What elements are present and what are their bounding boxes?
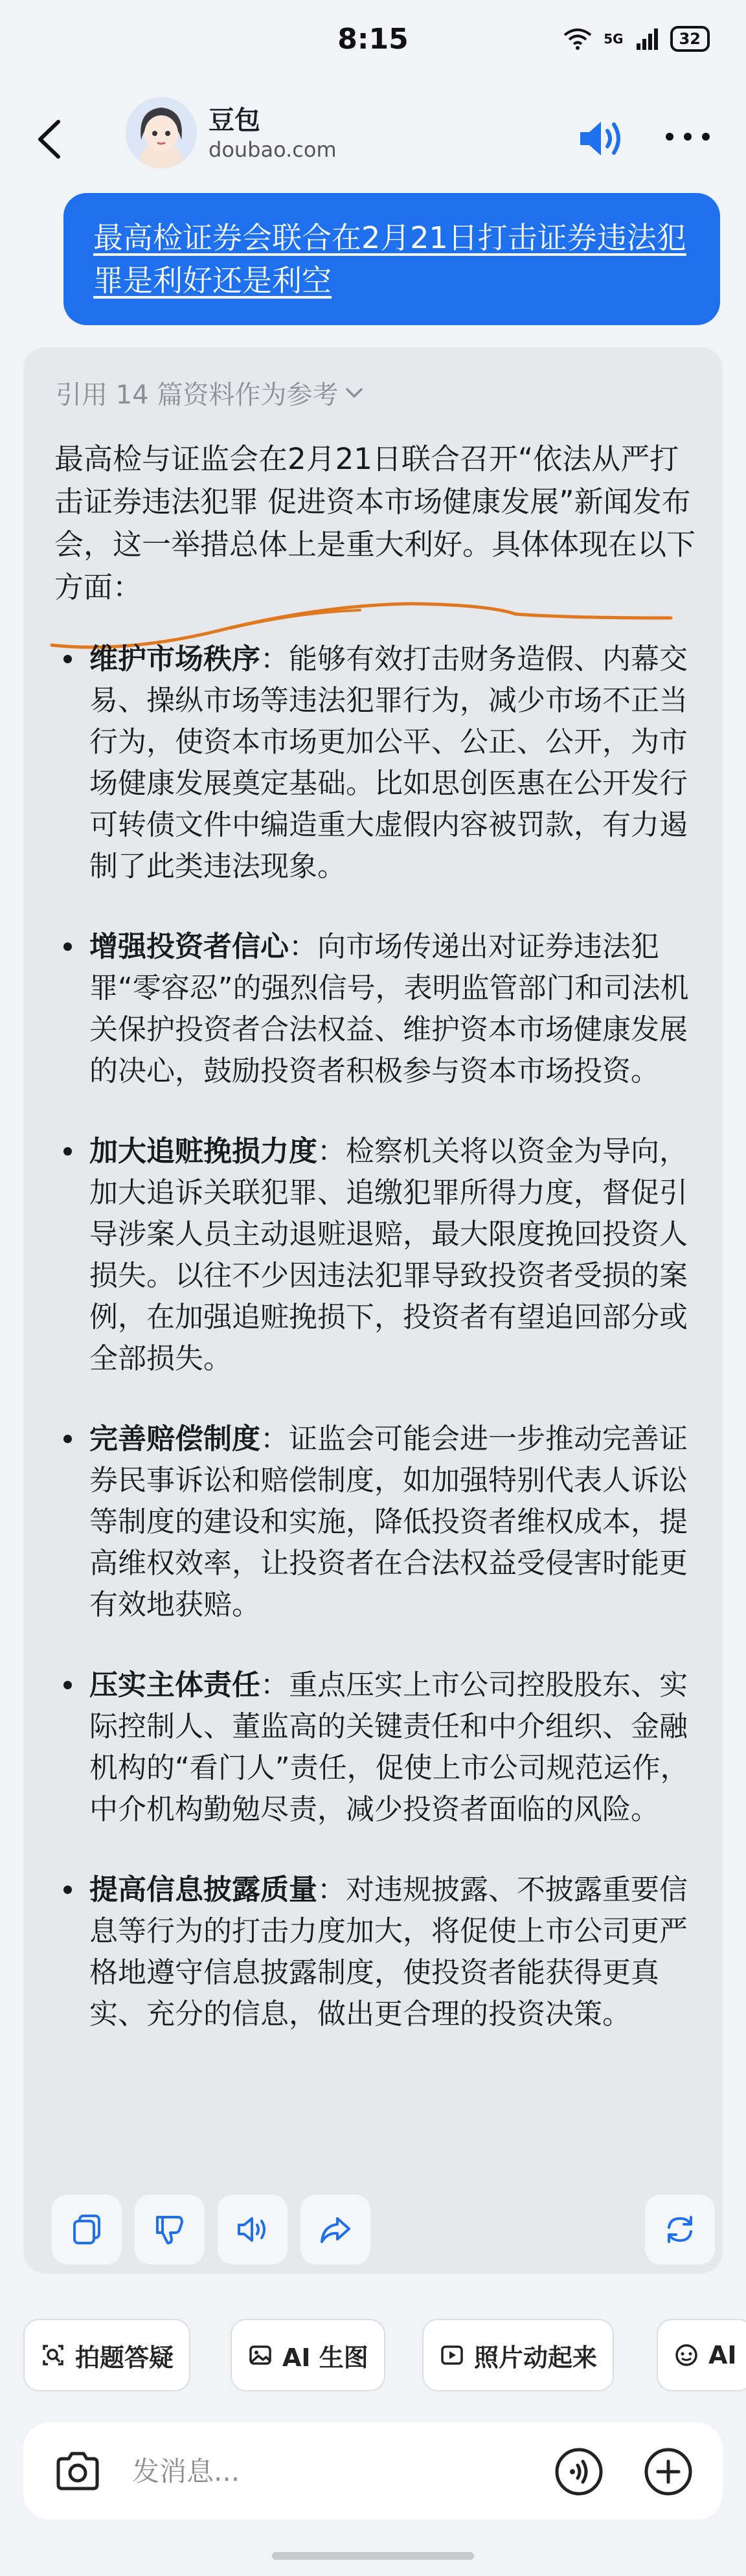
message-input[interactable] [131, 2450, 522, 2492]
thumbs-down-icon [152, 2212, 187, 2247]
bullet-dot [63, 655, 72, 663]
chip-label: AI [708, 2341, 737, 2369]
chip-label: 照片动起来 [474, 2343, 598, 2372]
bot-domain: doubao.com [209, 137, 337, 162]
point-text: ：重点压实上市公司控股股东、实际控制人、董监高的关键责任和中介组织、金融机构的“看门人”责任，促使上市公司规范运作，中介机构勤勉尽责，减少投资者面临的风险。 [89, 1669, 689, 1826]
battery-indicator: 32 [670, 26, 710, 52]
point-title: 提高信息披露质量 [89, 1873, 317, 1906]
status-icons [563, 26, 710, 52]
answer-point [54, 1665, 702, 1830]
read-aloud-button[interactable] [218, 2194, 288, 2264]
bot-answer-card [23, 347, 723, 2274]
network-label: 5G [604, 31, 624, 47]
bullet-dot [63, 1147, 72, 1156]
point-text: ：检察机关将以资金为导向，加大追诉关联犯罪、追缴犯罪所得力度，督促引导涉案人员主动退赃退赔，最大限度挽回投资人损失。以往不少因违法犯罪导致投资者受损的案例，在加强追赃挽损下，投资者有望追回部分或全部损失。 [89, 1135, 688, 1375]
answer-point [54, 639, 702, 887]
copy-button[interactable] [52, 2194, 122, 2264]
share-button[interactable] [300, 2194, 370, 2264]
point-title: 加大追赃挽损力度 [89, 1135, 317, 1168]
references-toggle[interactable] [56, 374, 364, 411]
speaker-icon[interactable] [575, 113, 627, 165]
share-icon [318, 2212, 353, 2247]
bullet-dot [63, 1435, 72, 1443]
avatar-illustration [126, 97, 197, 168]
dislike-button[interactable] [135, 2194, 205, 2264]
bot-avatar[interactable] [126, 97, 197, 168]
back-arrow-icon[interactable] [30, 117, 69, 162]
status-bar [0, 0, 746, 78]
answer-point [54, 1419, 702, 1626]
answer-points [54, 639, 702, 2074]
home-indicator [272, 2552, 474, 2560]
answer-point [54, 926, 702, 1092]
user-message-bubble[interactable]: 最高检证券会联合在2月21日打击证券违法犯罪是利好还是利空 [63, 193, 720, 325]
face-icon [673, 2342, 699, 2368]
point-title: 完善赔偿制度 [89, 1422, 260, 1455]
point-title: 维护市场秩序 [89, 643, 260, 676]
chevron-down-icon [345, 386, 364, 400]
chip-animate-photo[interactable] [422, 2319, 614, 2391]
quick-actions [0, 2319, 746, 2393]
chat-header [0, 91, 746, 188]
copy-icon [69, 2212, 104, 2247]
wifi-icon [563, 27, 592, 51]
answer-actions [52, 2194, 699, 2264]
regenerate-icon [662, 2212, 697, 2247]
bullet-dot [63, 1886, 72, 1894]
camera-icon[interactable] [52, 2447, 104, 2496]
chip-label: 拍题答疑 [75, 2343, 174, 2372]
message-composer [23, 2422, 723, 2520]
more-icon[interactable] [663, 127, 712, 146]
regenerate-button[interactable] [645, 2194, 715, 2264]
status-time: 8:15 [337, 22, 409, 56]
answer-intro: 最高检与证监会在2月21日联合召开“依法从严打击证券违法犯罪 促进资本市场健康发展”新闻发布会，这一举措总体上是重大利好。具体体现在以下方面： [54, 442, 696, 604]
answer-point [54, 1131, 702, 1380]
point-text: ：对违规披露、不披露重要信息等行为的打击力度加大，将促使上市公司更严格地遵守信息披露制度，使投资者能获得更真实、充分的信息，做出更合理的投资决策。 [89, 1873, 688, 2031]
play-icon [439, 2342, 465, 2368]
question-scan-icon [40, 2342, 66, 2368]
chip-ai-face[interactable] [657, 2319, 746, 2391]
voice-input-icon[interactable] [553, 2446, 605, 2498]
answer-point [54, 1869, 702, 2035]
chip-ai-image[interactable] [231, 2319, 385, 2391]
speaker-icon [235, 2212, 270, 2247]
point-text: ：向市场传递出对证券违法犯罪“零容忍”的强烈信号，表明监管部门和司法机关保护投资者合法权益、维护资本市场健康发展的决心，鼓励投资者积极参与资本市场投资。 [89, 930, 689, 1088]
bullet-dot [63, 1681, 72, 1689]
image-icon [247, 2342, 273, 2368]
references-label: 引用 14 篇资料作为参考 [56, 380, 339, 410]
point-title: 压实主体责任 [89, 1669, 260, 1702]
bullet-dot [63, 942, 72, 951]
point-title: 增强投资者信心 [89, 930, 289, 963]
chip-label: AI 生图 [282, 2343, 368, 2372]
signal-icon [635, 28, 659, 50]
chip-photo-qa[interactable] [23, 2319, 190, 2391]
bot-name: 豆包 [209, 106, 260, 135]
point-text: ：能够有效打击财务造假、内幕交易、操纵市场等违法犯罪行为，减少市场不正当行为，使资本市场更加公平、公正、公开，为市场健康发展奠定基础。比如思创医惠在公开发行可转债文件中编造重大虚假内容被罚款，有力遏制了此类违法现象。 [89, 643, 688, 883]
plus-icon[interactable] [642, 2446, 694, 2498]
point-text: ：证监会可能会进一步推动完善证券民事诉讼和赔偿制度，如加强特别代表人诉讼等制度的建设和实施，降低投资者维权成本，提高维权效率，让投资者在合法权益受侵害时能更有效地获赔。 [89, 1422, 688, 1621]
